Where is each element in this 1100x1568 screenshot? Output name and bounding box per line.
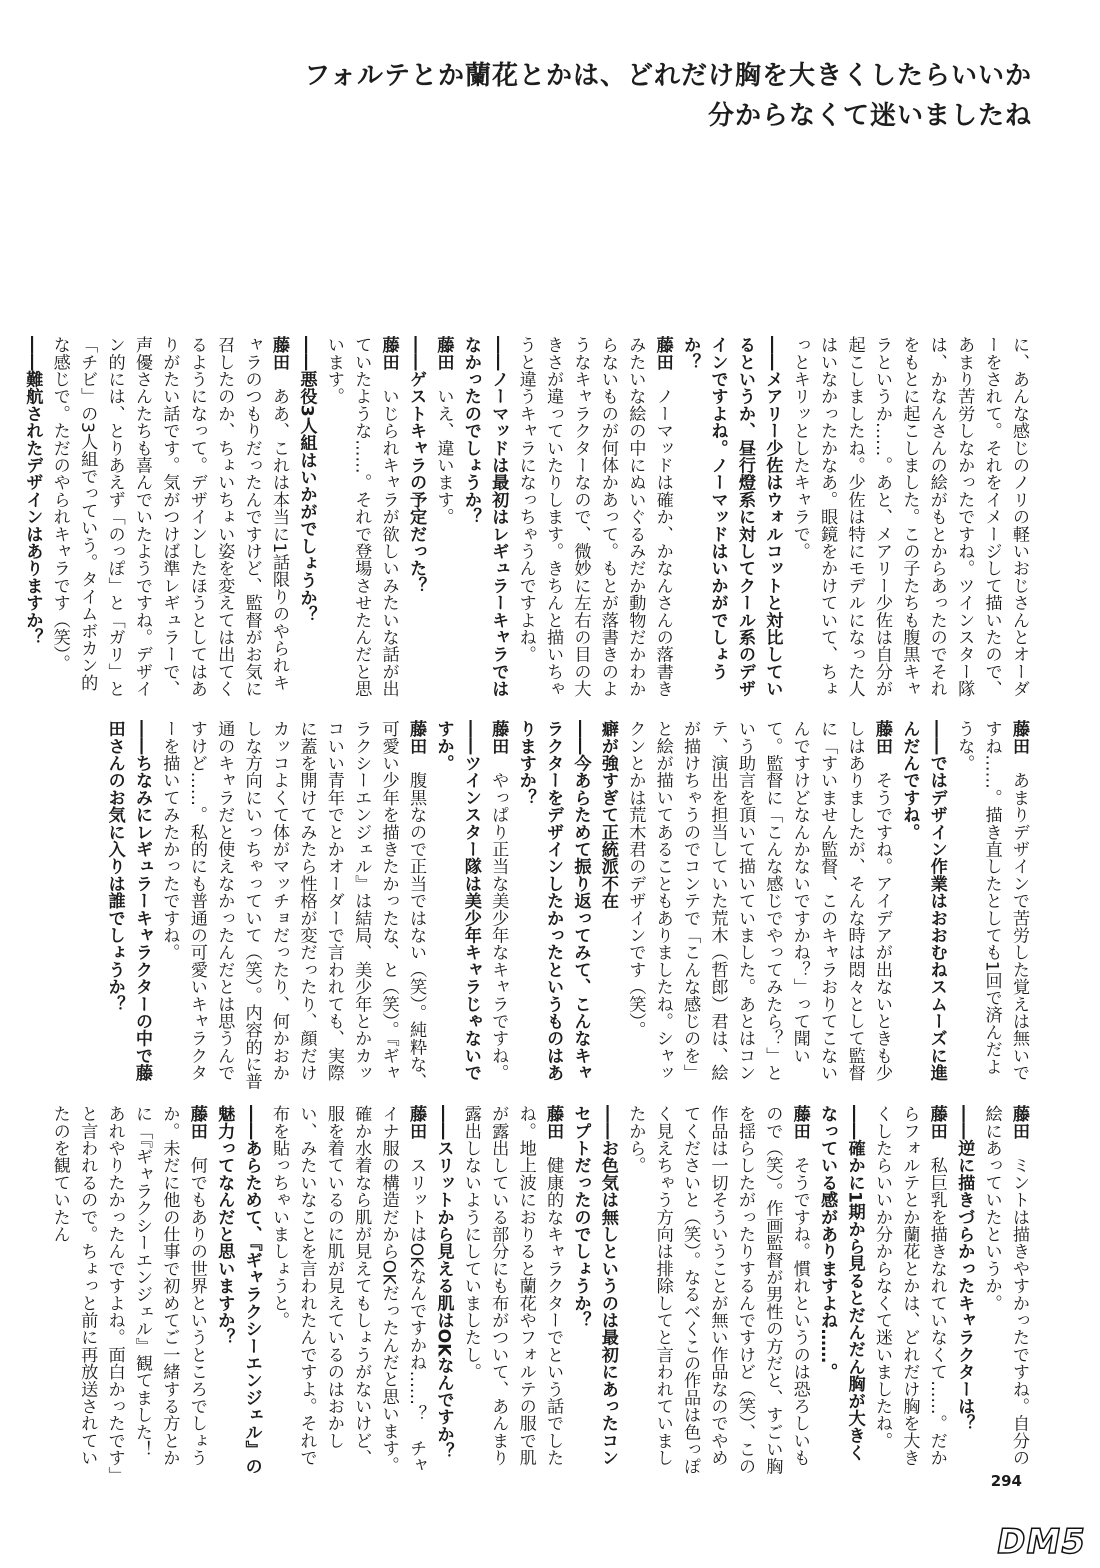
interview-answer	[621, 1105, 813, 1477]
speaker-name: 藤田	[652, 336, 673, 371]
interview-answer	[429, 336, 456, 706]
headline	[272, 56, 1032, 136]
headline-line-1: フォルテとか蘭花とかは、どれだけ胸を大きくしたらいいか	[304, 61, 1032, 91]
interview-answer	[977, 1105, 1032, 1477]
article-block-top	[22, 336, 1032, 706]
answer-text: スリットはOKなんですかね……？ チャイナ服の構造だからOKだったんだと思います。確か水着なら肌が見えてもしょうがないけど、服を着ているのに肌が見えているのはおかしい、みたいなことを言われたんですよ。それで布を貼っちゃいましょうと。	[269, 1105, 427, 1474]
page-number: 294	[990, 1472, 1022, 1490]
answer-text: そうですね。アイデアが出ないときも少しはありましたが、そんな時は悶々として監督に「すいません監督、このキャラおりてこないんですけどなんかないですかね？」って聞いて。監督に「こんな感じでやってみたら？」という助言を頂いて描いていました。あとはコンテ、演出を担当していた荒木（哲郎）君は、絵が描けちゃうのでコンテで「こんな感じのを」と絵が描いてあることもありましたね。シャックンとかは荒木君のデザインです（笑）。	[625, 720, 892, 1082]
interview-question: ――あらためて、『ギャラクシーエンジェル』の魅力ってなんだと思いますか？	[214, 1105, 262, 1475]
interview-question: ――逆に描きづらかったキャラクターは？	[954, 1105, 975, 1432]
interview-answer	[45, 1105, 209, 1477]
speaker-name: 藤田	[433, 336, 454, 371]
answer-text: 腹黒なので正当ではない（笑）。純粋な、可愛い少年を描きたかったな、と（笑）。『ギャラクシーエンジェル』は結局、美少年とかカッコいい青年でとかオーダーで言われても、実際に蓋を開けてみたら性格が変だったり、顔だけカッコよくて体がマッチョだったり、何かおかしな方向にいっちゃっていて（笑）。内容的に普通のキャラだと使えなかったんだとは思うんですけど……。私的にも普通の可愛いキャラクターを描いてみたかったですね。	[159, 720, 427, 1090]
answer-text: 私巨乳を描きなれていなくて……。だからフォルテとか蘭花とかは、どれだけ胸を大きくしたらいいか分からなくて迷いましたね。	[871, 1105, 947, 1467]
interview-answer	[456, 1105, 566, 1477]
body-paragraph: に、あんな感じのノリの軽いおじさんとオーダーをされて。それをイメージして描いたので、あまり苦労しなかったですね。ツインスター隊は、かなんさんの絵がもとからあったのでそれをもとに起こしました。この子たちも腹黒キャラというか……。あと、メアリー少佐は自分が起こしましたね。少佐は特にモデルになった人はいなかったかなあ。眼鏡をかけていて、ちょっとキリッとしたキャラで。	[789, 336, 1029, 698]
interview-answer	[621, 720, 895, 1090]
answer-text: ミントは描きやすかったですね。自分の絵にあっていたというか。	[981, 1105, 1029, 1467]
interview-answer	[950, 720, 1032, 1090]
speaker-name: 藤田	[488, 720, 509, 755]
interview-question: ――悪役3人組はいかがでしょうか？	[296, 336, 317, 624]
interview-question: ――ちなみにレギュラーキャラクターの中で藤田さんのお気に入りは誰でしょうか？	[104, 720, 152, 1082]
interview-answer	[265, 1105, 429, 1477]
speaker-name: 藤田	[406, 720, 427, 755]
answer-text: いじられキャラが欲しいみたいな話が出ていたような……。それで登場させたんだと思います。	[323, 336, 399, 698]
interview-question: ――メアリー少佐はウォルコットと対比しているというか、昼行燈系に対してクール系のデザインですよね。ノーマッドはいかがでしょうか？	[680, 336, 783, 698]
interview-answer	[319, 336, 401, 706]
section-subheading: 癖が強すぎて正統派不在	[597, 720, 618, 910]
interview-answer	[45, 336, 292, 706]
article-block-bottom	[22, 1105, 1032, 1477]
interview-question: ――スリットから見える肌はOKなんですか？	[433, 1105, 454, 1460]
speaker-name: 藤田	[871, 720, 892, 755]
answer-text: ノーマッドは確か、かなんさんの落書きみたいな絵の中にぬいぐるみだか動物だかわからないものが何体かあって。もとが落書きのようなキャラクターなので、微妙に左右の目の大きさが違っていたりします。きちんと描いちゃうと違うキャラになっちゃうんですよね。	[515, 336, 673, 698]
speaker-name: 藤田	[1009, 1105, 1029, 1140]
speaker-name: 藤田	[406, 1105, 427, 1140]
speaker-name: 藤田	[789, 1105, 810, 1140]
answer-text: 何でもありの世界というところでしょうか。未だに他の仕事で初めてご一緒する方とかに「『ギャラクシーエンジェル』観てました！ あれやりたかったんですよね。面白かったです」と言われるので。ちょっと前に再放送されていたのを観ていたん	[49, 1105, 207, 1475]
speaker-name: 藤田	[926, 1105, 947, 1140]
interview-answer	[155, 720, 429, 1090]
interview-question: ――ではデザイン作業はおおむねスムーズに進んだんですね。	[899, 720, 947, 1082]
speaker-name: 藤田	[269, 336, 290, 371]
interview-question: ――お色気は無しというのは最初にあったコンセプトだったのでしょうか？	[570, 1105, 618, 1467]
interview-answer	[484, 720, 511, 1090]
answer-text: ああ、これは本当に1話限りのやられキャラのつもりだったんですけど、監督がお気に召したのか、ちょいちょい姿を変えては出てくるようになって。デザインしたほうとしてはありがたい話です。気がつけば準レギュラーで、声優さんたちも喜んでいたようですね。デザイン的には、とりあえず「のっぽ」と「ガリ」と「チビ」の3人組でっていう。タイムボカン的な感じで。ただのやられキャラです（笑）。	[49, 336, 290, 698]
interview-question: ――ゲストキャラの予定だった？	[406, 336, 427, 594]
speaker-name: 藤田	[378, 336, 399, 371]
speaker-name: 藤田	[1009, 720, 1029, 755]
interview-question: ――ノーマッドは最初はレギュラーキャラではなかったのでしょうか？	[460, 336, 509, 698]
answer-text: あまりデザインで苦労した覚えは無いですね……。描き直したとしても1回で済んだような。	[954, 720, 1029, 1082]
interview-question: ――ツインスター隊は美少年キャラじゃないですか。	[433, 720, 481, 1082]
interview-question: ――確かに1期から見るとだんだん胸が大きくなっている感がありますよね……。	[817, 1105, 865, 1461]
article-block-middle	[22, 720, 1032, 1090]
speaker-name: 藤田	[543, 1105, 564, 1140]
interview-question: ――今あらためて振り返ってみて、こんなキャラクターをデザインしたかったというものはありますか？	[515, 720, 591, 1082]
watermark-logo: DM5	[993, 1522, 1090, 1562]
headline-line-2: 分からなくて迷いましたね	[707, 101, 1032, 131]
speaker-name: 藤田	[186, 1105, 207, 1140]
answer-text: 健康的なキャラクターでという話でしたね。地上波におりると蘭花やフォルテの服で肌が露出している部分にも布がついて、あんまり露出しないようにしていましたし。	[460, 1105, 564, 1467]
interview-answer	[511, 336, 675, 706]
answer-text: やっぱり正当な美少年なキャラですね。	[488, 754, 509, 1082]
interview-answer	[868, 1105, 950, 1477]
answer-text: そうですね。慣れというのは恐ろしいもので（笑）。作画監督が男性の方だと、すごい胸を揺らしたがったりするんですけど（笑）、この作品は一切そういうことが無い作品なのでやめてくださいと（笑）。なるべくこの作品は色っぽく見えちゃう方向は排除してと言われていましたから。	[625, 1105, 810, 1475]
answer-text: いえ、違います。	[433, 370, 454, 526]
interview-question: ――難航されたデザインはありますか？	[22, 336, 43, 646]
